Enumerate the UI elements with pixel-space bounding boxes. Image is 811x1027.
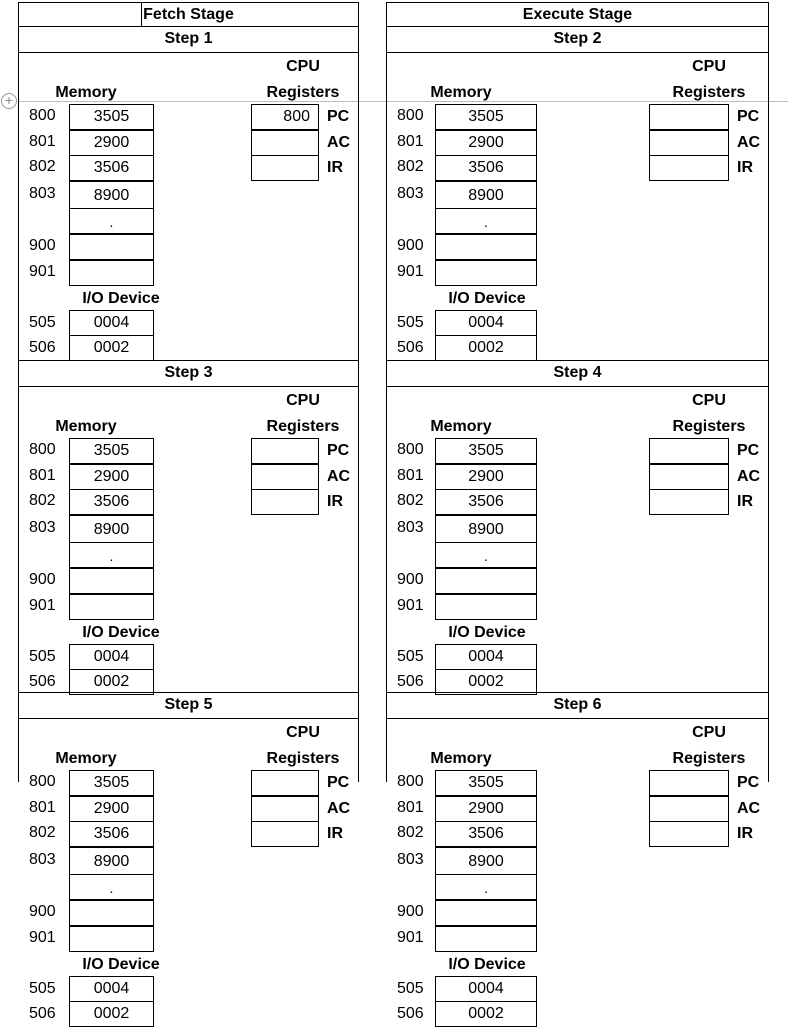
registers-label: Registers bbox=[672, 84, 746, 101]
memory-label: Memory bbox=[430, 418, 492, 435]
memory-address: 901 bbox=[397, 929, 424, 946]
register-ac-label: AC bbox=[737, 800, 761, 817]
memory-label: Memory bbox=[430, 84, 492, 101]
memory-address: 900 bbox=[29, 903, 56, 920]
step-header-bottom bbox=[19, 386, 358, 387]
memory-address: 803 bbox=[397, 519, 424, 536]
memory-cell: 3505 bbox=[69, 104, 154, 130]
step-divider bbox=[19, 26, 358, 27]
ellipsis-dot: . bbox=[109, 880, 114, 896]
memory-cell bbox=[435, 260, 537, 286]
step-title: Step 5 bbox=[164, 696, 213, 713]
memory-address: 802 bbox=[397, 158, 424, 175]
register-ir-label: IR bbox=[737, 159, 753, 176]
memory-label: Memory bbox=[55, 418, 117, 435]
step-header-bottom bbox=[19, 718, 358, 719]
io-cell: 0002 bbox=[435, 335, 537, 361]
memory-address: 801 bbox=[29, 133, 56, 150]
io-address: 505 bbox=[397, 314, 424, 331]
register-pc-box bbox=[649, 770, 729, 796]
memory-address: 901 bbox=[397, 263, 424, 280]
ellipsis-dot: . bbox=[109, 548, 114, 564]
io-address: 506 bbox=[397, 673, 424, 690]
register-ac-box bbox=[251, 796, 319, 822]
step-divider bbox=[387, 26, 768, 27]
memory-cell: 3506 bbox=[435, 155, 537, 181]
io-address: 505 bbox=[29, 980, 56, 997]
memory-address: 803 bbox=[29, 519, 56, 536]
step-title: Step 1 bbox=[164, 30, 213, 47]
memory-cell bbox=[435, 594, 537, 620]
memory-address: 900 bbox=[397, 237, 424, 254]
memory-cell: 3505 bbox=[435, 770, 537, 796]
step-divider bbox=[19, 360, 358, 361]
memory-address: 900 bbox=[397, 571, 424, 588]
registers-label: Registers bbox=[266, 84, 340, 101]
register-ac-label: AC bbox=[327, 800, 351, 817]
register-pc-box bbox=[649, 438, 729, 464]
memory-cell: 3505 bbox=[69, 770, 154, 796]
stage-title-cell-divider bbox=[141, 2, 142, 26]
memory-cell: 3505 bbox=[435, 438, 537, 464]
register-pc-label: PC bbox=[737, 108, 760, 125]
io-address: 506 bbox=[29, 673, 56, 690]
register-ir-box bbox=[649, 155, 729, 181]
memory-cell: 2900 bbox=[69, 464, 154, 490]
memory-address: 800 bbox=[29, 107, 56, 124]
memory-address: 900 bbox=[29, 571, 56, 588]
registers-label: Registers bbox=[672, 750, 746, 767]
memory-cell: 3506 bbox=[435, 489, 537, 515]
io-cell: 0004 bbox=[435, 310, 537, 336]
step-divider bbox=[387, 360, 768, 361]
io-cell: 0002 bbox=[69, 335, 154, 361]
registers-label: Registers bbox=[672, 418, 746, 435]
register-ac-label: AC bbox=[327, 468, 351, 485]
memory-address: 800 bbox=[397, 773, 424, 790]
fetch-stage-column bbox=[18, 2, 359, 1022]
step-title: Step 4 bbox=[553, 364, 602, 381]
memory-address: 802 bbox=[29, 492, 56, 509]
memory-cell: 2900 bbox=[435, 130, 537, 156]
memory-cell bbox=[69, 568, 154, 594]
io-cell: 0004 bbox=[435, 976, 537, 1002]
io-address: 505 bbox=[397, 980, 424, 997]
step-header-bottom bbox=[387, 718, 768, 719]
memory-ellipsis-cell bbox=[69, 874, 154, 900]
memory-address: 800 bbox=[29, 773, 56, 790]
memory-cell: 2900 bbox=[69, 130, 154, 156]
register-pc-box bbox=[649, 104, 729, 130]
io-device-label: I/O Device bbox=[82, 624, 160, 641]
cpu-label: CPU bbox=[286, 392, 320, 409]
io-cell: 0004 bbox=[69, 644, 154, 670]
memory-cell: 8900 bbox=[435, 847, 537, 875]
io-cell: 0004 bbox=[69, 976, 154, 1002]
execute-stage-column bbox=[386, 2, 769, 1022]
memory-cell: 8900 bbox=[435, 515, 537, 543]
memory-address: 801 bbox=[29, 467, 56, 484]
register-pc-label: PC bbox=[737, 442, 760, 459]
io-address: 505 bbox=[29, 314, 56, 331]
memory-address: 900 bbox=[29, 237, 56, 254]
cpu-label: CPU bbox=[286, 724, 320, 741]
memory-address: 801 bbox=[397, 799, 424, 816]
memory-address: 800 bbox=[397, 107, 424, 124]
table-add-handle[interactable]: + bbox=[1, 93, 17, 109]
memory-address: 802 bbox=[29, 158, 56, 175]
memory-cell: 8900 bbox=[435, 181, 537, 209]
memory-address: 803 bbox=[29, 851, 56, 868]
register-ac-label: AC bbox=[327, 134, 351, 151]
memory-ellipsis-cell bbox=[435, 874, 537, 900]
memory-address: 800 bbox=[29, 441, 56, 458]
memory-address: 803 bbox=[29, 185, 56, 202]
memory-cell bbox=[435, 568, 537, 594]
memory-cell: 8900 bbox=[69, 181, 154, 209]
register-ac-label: AC bbox=[737, 468, 761, 485]
memory-ellipsis-cell bbox=[69, 542, 154, 568]
memory-label: Memory bbox=[55, 84, 117, 101]
io-device-label: I/O Device bbox=[82, 956, 160, 973]
register-ir-box bbox=[251, 155, 319, 181]
io-cell: 0004 bbox=[435, 644, 537, 670]
io-address: 506 bbox=[397, 1005, 424, 1022]
ellipsis-dot: . bbox=[484, 214, 488, 230]
io-cell: 0002 bbox=[435, 1001, 537, 1027]
memory-cell: 8900 bbox=[69, 847, 154, 875]
memory-address: 801 bbox=[397, 133, 424, 150]
register-ir-box bbox=[649, 821, 729, 847]
register-pc-label: PC bbox=[327, 108, 350, 125]
register-ir-box bbox=[251, 489, 319, 515]
register-pc-box: 800 bbox=[251, 104, 319, 130]
memory-cell: 2900 bbox=[69, 796, 154, 822]
stage-top-border bbox=[387, 2, 768, 3]
io-device-label: I/O Device bbox=[448, 956, 526, 973]
memory-ellipsis-cell bbox=[435, 208, 537, 234]
memory-address: 803 bbox=[397, 851, 424, 868]
memory-cell: 3505 bbox=[69, 438, 154, 464]
memory-cell bbox=[69, 900, 154, 926]
stage-title: Fetch Stage bbox=[143, 6, 234, 23]
register-ac-box bbox=[649, 464, 729, 490]
step-title: Step 3 bbox=[164, 364, 213, 381]
memory-address: 802 bbox=[397, 492, 424, 509]
memory-cell bbox=[69, 926, 154, 952]
cpu-label: CPU bbox=[692, 58, 726, 75]
io-cell: 0002 bbox=[435, 669, 537, 695]
memory-cell: 3505 bbox=[435, 104, 537, 130]
registers-label: Registers bbox=[266, 418, 340, 435]
register-ac-box bbox=[649, 130, 729, 156]
step-title: Step 6 bbox=[553, 696, 602, 713]
memory-address: 901 bbox=[29, 263, 56, 280]
register-ac-box bbox=[251, 130, 319, 156]
memory-cell: 3506 bbox=[69, 155, 154, 181]
memory-address: 900 bbox=[397, 903, 424, 920]
register-ir-label: IR bbox=[327, 159, 343, 176]
memory-cell bbox=[435, 926, 537, 952]
io-address: 506 bbox=[397, 339, 424, 356]
memory-address: 901 bbox=[29, 929, 56, 946]
io-cell: 0002 bbox=[69, 669, 154, 695]
ellipsis-dot: . bbox=[484, 880, 488, 896]
ellipsis-dot: . bbox=[484, 548, 488, 564]
io-address: 505 bbox=[29, 648, 56, 665]
memory-address: 901 bbox=[397, 597, 424, 614]
register-ir-box bbox=[649, 489, 729, 515]
memory-address: 801 bbox=[29, 799, 56, 816]
memory-cell bbox=[435, 234, 537, 260]
memory-address: 800 bbox=[397, 441, 424, 458]
step-title: Step 2 bbox=[553, 30, 602, 47]
register-pc-label: PC bbox=[737, 774, 760, 791]
memory-cell: 3506 bbox=[69, 821, 154, 847]
stage-title: Execute Stage bbox=[522, 6, 633, 23]
memory-ellipsis-cell bbox=[435, 542, 537, 568]
memory-address: 901 bbox=[29, 597, 56, 614]
step-header-bottom bbox=[387, 386, 768, 387]
ellipsis-dot: . bbox=[109, 214, 114, 230]
memory-cell bbox=[69, 260, 154, 286]
stage-top-border bbox=[19, 2, 358, 3]
memory-cell bbox=[69, 594, 154, 620]
register-ac-label: AC bbox=[737, 134, 761, 151]
register-ir-label: IR bbox=[737, 825, 753, 842]
register-ir-label: IR bbox=[737, 493, 753, 510]
memory-ellipsis-cell bbox=[69, 208, 154, 234]
memory-cell: 2900 bbox=[435, 464, 537, 490]
memory-address: 802 bbox=[29, 824, 56, 841]
io-cell: 0002 bbox=[69, 1001, 154, 1027]
register-ac-box bbox=[649, 796, 729, 822]
memory-cell: 3506 bbox=[69, 489, 154, 515]
memory-cell bbox=[435, 900, 537, 926]
io-device-label: I/O Device bbox=[82, 290, 160, 307]
memory-address: 801 bbox=[397, 467, 424, 484]
memory-label: Memory bbox=[430, 750, 492, 767]
step-divider bbox=[19, 692, 358, 693]
register-ir-box bbox=[251, 821, 319, 847]
cpu-label: CPU bbox=[692, 392, 726, 409]
register-ac-box bbox=[251, 464, 319, 490]
step-header-bottom bbox=[19, 52, 358, 53]
memory-cell: 3506 bbox=[435, 821, 537, 847]
step-divider bbox=[387, 692, 768, 693]
io-address: 506 bbox=[29, 1005, 56, 1022]
register-pc-box bbox=[251, 438, 319, 464]
register-pc-label: PC bbox=[327, 774, 350, 791]
io-device-label: I/O Device bbox=[448, 624, 526, 641]
memory-address: 802 bbox=[397, 824, 424, 841]
memory-cell bbox=[69, 234, 154, 260]
registers-label: Registers bbox=[266, 750, 340, 767]
io-device-label: I/O Device bbox=[448, 290, 526, 307]
register-pc-box bbox=[251, 770, 319, 796]
cpu-label: CPU bbox=[286, 58, 320, 75]
memory-address: 803 bbox=[397, 185, 424, 202]
io-cell: 0004 bbox=[69, 310, 154, 336]
memory-cell: 2900 bbox=[435, 796, 537, 822]
memory-cell: 8900 bbox=[69, 515, 154, 543]
register-ir-label: IR bbox=[327, 493, 343, 510]
register-ir-label: IR bbox=[327, 825, 343, 842]
io-address: 506 bbox=[29, 339, 56, 356]
step-header-bottom bbox=[387, 52, 768, 53]
register-pc-label: PC bbox=[327, 442, 350, 459]
io-address: 505 bbox=[397, 648, 424, 665]
memory-label: Memory bbox=[55, 750, 117, 767]
cpu-label: CPU bbox=[692, 724, 726, 741]
